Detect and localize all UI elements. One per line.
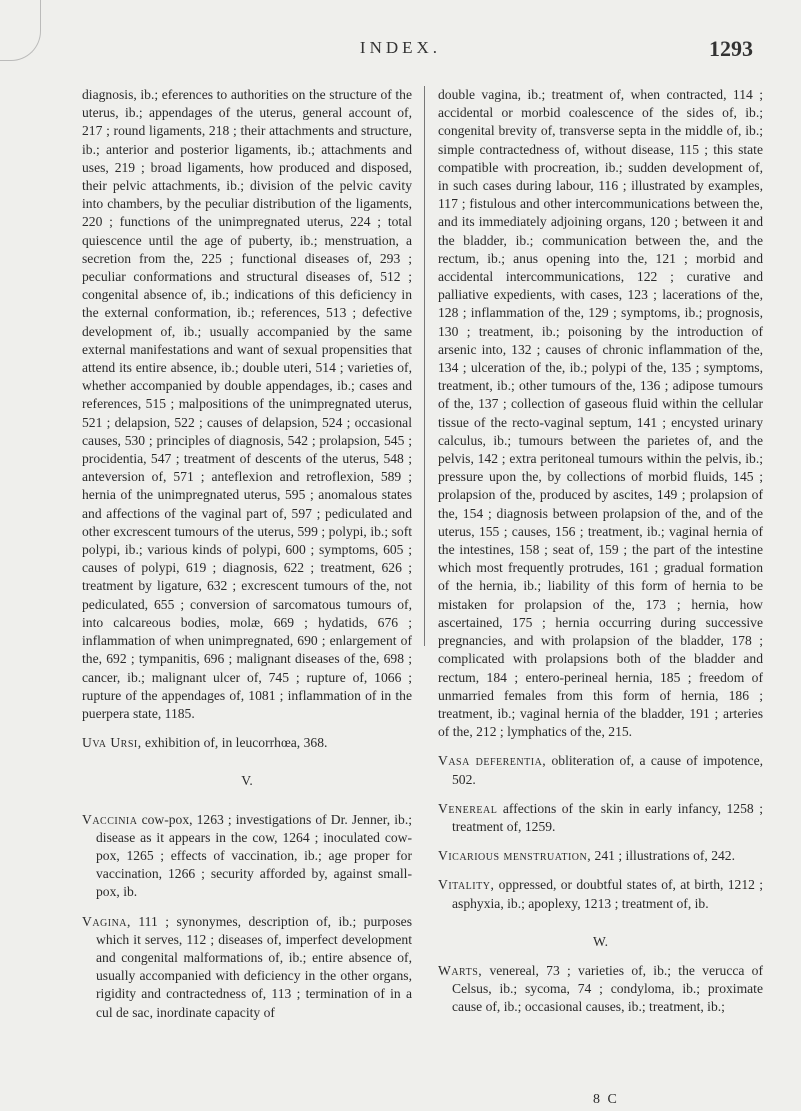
entry-headword: Venereal — [438, 800, 498, 816]
uterus-entry-continuation: diagnosis, ib.; eferences to authorities on the structure of the uterus, ib.; appendages of the uterus, general account of, 217 ; round ligaments, 218 ; their attachments and structure, ib.; anterior and posterior ligaments, ib.; attachments and uses, 219 ; broad ligaments, how produced and disposed, their pelvic attachments, ib.; division of the pelvic cavity into chambers, by the peculiar distribution of the ligaments, 220 ; functions of the unimpregnated uterus, 224 ; total quiescence until the age of puberty, ib.; menstruation, a secretion from the, 225 ; functional diseases of, 293 ; peculiar conformations and structural diseases of, 512 ; congenital absence of, ib.; indications of this deficiency in the external conformation, ib.; references, 513 ; defective development of, ib.; usually accompanied by the same external manifestations and want of sexual propensities that attend its entire absence, ib.; double uteri, 514 ; varieties of, whether accompanied by double appendages, ib.; cases and references, 515 ; malpositions of the unimpregnated uterus, 521 ; delapsion, 522 ; causes of delapsion, 524 ; occasional causes, 530 ; principles of diagnosis, 542 ; prolapsion, 545 ; procidentia, 547 ; treatment of descents of the uterus, 548 ; anteversion of, 571 ; anteflexion and retroflexion, 589 ; hernia of the unimpregnated uterus, 595 ; anomalous states and affections of the vaginal part of, 597 ; pediculated and other excrescent tumours of the uterus, 599 ; polypi, ib.; soft polypi, ib.; various kinds of polypi, 600 ; symptoms, 605 ; causes of polypi, 619 ; diagnosis, 622 ; treatment, 626 ; treatment by ligature, 632 ; excrescent tumours of the, not pediculated, 655 ; conversion of sarcomatous tumours of, into calcareous bodies, molæ, 669 ; hydatids, 676 ; inflammation of when unimpregnated, 690 ; enlargement of the, 692 ; tympanitis, 696 ; malignant diseases of the, 698 ; cancer, ib.; malignant ulcer of, 745 ; rupture of, 1066 ; rupture of the appendages of, 1081 ; inflammation of in the puerpera state, 1185. — [82, 87, 412, 721]
entry-text: oppressed, or doubtful states of, at birth, 1212 ; asphyxia, ib.; apoplexy, 1213 ; treatment of, ib. — [452, 877, 763, 911]
right-column — [438, 86, 763, 1017]
entry-headword: Vicarious menstruation, — [438, 848, 592, 864]
vaccinia-entry — [82, 811, 412, 902]
vagina-entry-continuation: double vagina, ib.; treatment of, when contracted, 114 ; accidental or morbid coalescence of the sides of, ib.; congenital brevity of, transverse septa in the middle of, ib.; simple contractedness of, without disease, 115 ; this state compatible with procreation, ib.; sudden development of, in such cases during labour, 116 ; illustrated by examples, 117 ; fistulous and other intercommunications between the, and its immediately adjoining organs, 120 ; between it and the bladder, ib.; communication between the, and the rectum, ib.; anus opening into the, 121 ; morbid and accidental intercommunications, 122 ; curative and palliative expedients, with cases, 123 ; lacerations of the, 128 ; inflammation of the, 129 ; symptoms, ib.; prognosis, 130 ; treatment, ib.; poisoning by the introduction of arsenic into, 132 ; causes of chronic inflammation of the, 134 ; ulceration of the, ib.; polypi of the, 135 ; symptoms, treatment, ib.; other tumours of the, 136 ; adipose tumours of the, 137 ; collection of gaseous fluid within the cellular tissue of the recto-vaginal septum, 141 ; encysted urinary calculus, ib.; tumours between the parietes of, and the pelvis, 142 ; extra peritoneal tumours within the pelvis, ib.; pressure upon the, by collections of morbid fluids, 145 ; prolapsion of the, produced by ascites, 149 ; prolapsion of the, 154 ; diagnosis between prolapsion of the, and of the uterus, 155 ; causes, 156 ; treatment, ib.; vaginal hernia of the intestines, 158 ; seat of, 159 ; the part of the intestine which most frequently protrudes, 161 ; gradual formation of the hernia, ib.; liability of this form of hernia to be mistaken for prolapsion of the, 173 ; hernia, how ascertained, 175 ; hernia occurring during successive pregnancies, and with prolapsion of the bladder, 178 ; complicated with prolapsions both of the bladder and rectum, 184 ; entero-perineal hernia, 185 ; freedom of unmarried females from this form of hernia, 186 ; treatment, ib.; vaginal hernia of the bladder, 191 ; arteries of the, 212 ; lymphatics of the, 215. — [438, 87, 763, 740]
entry-headword: Vasa deferentia, — [438, 753, 547, 769]
section-letter-w: W. — [593, 933, 608, 949]
entry-text: venereal, 73 ; varieties of, ib.; the verucca of Celsus, ib.; sycoma, 74 ; condyloma, ib.; proximate cause of, ib.; occasional causes, ib.; treatment, ib.; — [452, 962, 763, 1015]
uva-ursi-entry — [82, 734, 412, 752]
entry-headword: Vagina, — [82, 913, 131, 929]
entry-text: obliteration of, a cause of impotence, 502. — [452, 753, 764, 787]
entry-text: 111 ; synonymes, description of, ib.; purposes which it serves, 112 ; diseases of, imperfect development and congenital malformations of, ib.; entire absence of, usually accompanied with deficiency in the other organs, rigidity and contractedness of, 113 ; termination of in a cul de sac, inordinate capacity of — [96, 913, 412, 1020]
signature-mark: 8 C — [593, 1092, 619, 1107]
running-head: INDEX. — [359, 38, 442, 57]
warts-entry — [438, 962, 763, 1017]
venereal-entry — [438, 800, 763, 836]
entry-text: cow-pox, 1263 ; investigations of Dr. Jenner, ib.; disease as it appears in the cow, 1264 ; inoculated cow-pox, 1265 ; effects of vaccination, ib.; age proper for vaccination, 1266 ; security afforded by, against small-pox, ib. — [96, 811, 412, 900]
entry-text: exhibition of, in leucorrhœa, 368. — [141, 735, 328, 751]
page-number: 1293 — [709, 36, 753, 61]
entry-text: 241 ; illustrations of, 242. — [591, 848, 735, 864]
entry-headword: Vaccinia — [82, 811, 138, 827]
column-divider — [424, 86, 425, 646]
left-column — [82, 86, 412, 1022]
vasa-deferentia-entry — [438, 752, 763, 788]
vicarious-menstruation-entry — [438, 847, 763, 865]
section-letter-v: V. — [241, 773, 253, 789]
vitality-entry — [438, 876, 763, 912]
vagina-entry — [82, 913, 412, 1022]
entry-headword: Warts, — [438, 962, 483, 978]
entry-text: affections of the skin in early infancy, 1258 ; treatment of, 1259. — [452, 800, 763, 834]
entry-headword: Vitality, — [438, 877, 495, 893]
page-header — [0, 38, 801, 68]
entry-headword: Uva Ursi, — [82, 735, 142, 751]
